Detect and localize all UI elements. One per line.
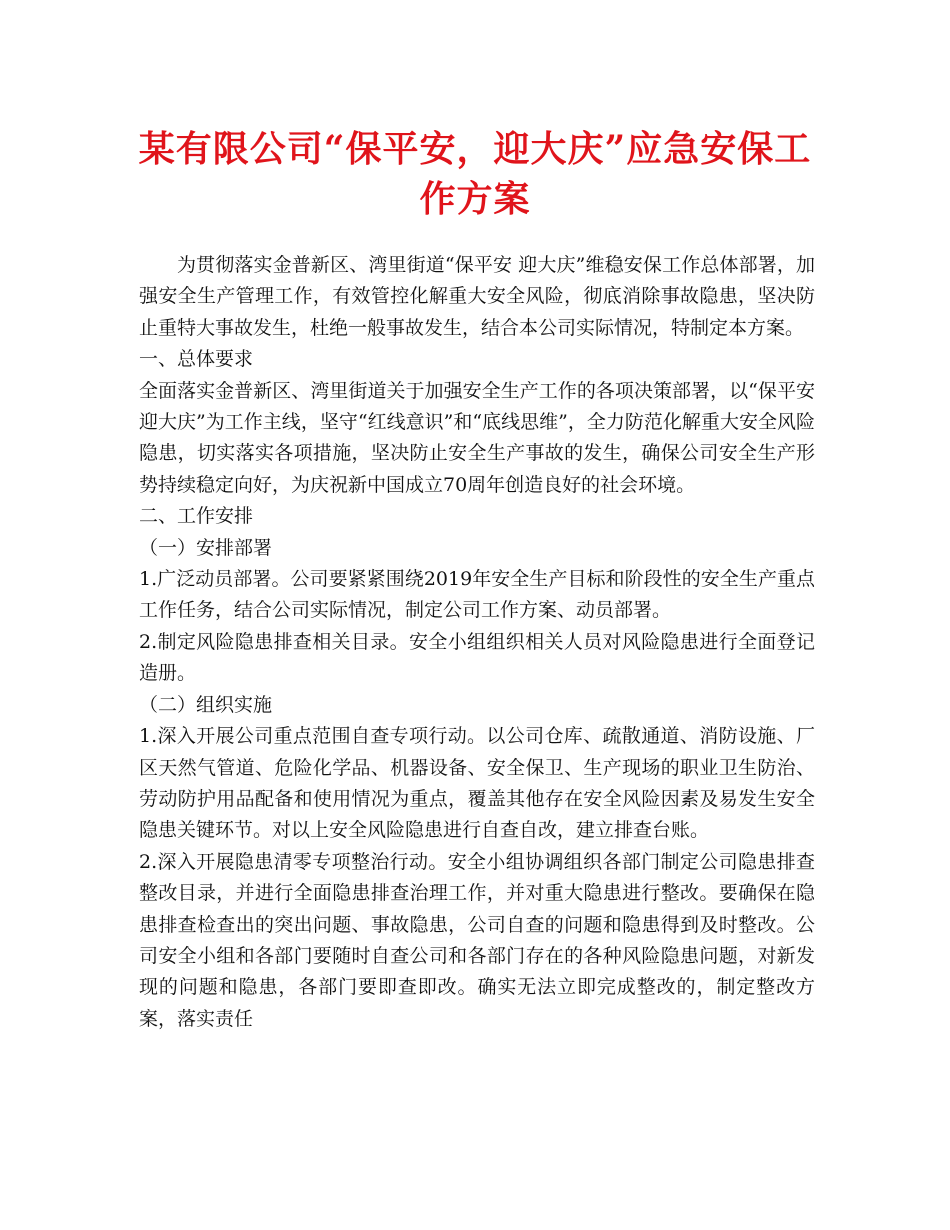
section-heading-general-requirements: 一、总体要求 [139, 348, 254, 371]
document-title: 某有限公司“保平安，迎大庆”应急安保工作方案 [138, 128, 812, 220]
implementation-item-1: 1.深入开展公司重点范围自查专项行动。以公司仓库、疏散通道、消防设施、厂区天然气管道、危险化学品、机器设备、安全保卫、生产现场的职业卫生防治、劳动防护用品配备和使用情况为重点，覆盖其他存在安全风险因素及易发生安全隐患关键环节。对以上安全风险隐患进行自查自改，建立排查台账。 [139, 725, 815, 842]
section-heading-work-arrangement: 二、工作安排 [139, 505, 254, 528]
intro-paragraph: 为贯彻落实金普新区、湾里街道“保平安 迎大庆”维稳安保工作总体部署，加强安全生产管理工作，有效管控化解重大安全风险，彻底消除事故隐患，坚决防止重特大事故发生，杜绝一般事故发生，结合本公司实际情况，特制定本方案。 [139, 254, 815, 339]
subsection-heading-deployment: （一）安排部署 [139, 536, 273, 559]
deployment-item-2: 2.制定风险隐患排查相关目录。安全小组组织相关人员对风险隐患进行全面登记造册。 [139, 630, 815, 685]
deployment-item-1: 1.广泛动员部署。公司要紧紧围绕2019年安全生产目标和阶段性的安全生产重点工作任务，结合公司实际情况，制定公司工作方案、动员部署。 [139, 568, 815, 622]
subsection-heading-implementation: （二）组织实施 [139, 693, 273, 716]
implementation-item-2: 2.深入开展隐患清零专项整治行动。安全小组协调组织各部门制定公司隐患排查整改目录，并进行全面隐患排查治理工作，并对重大隐患进行整改。要确保在隐患排查检查出的突出问题、事故隐患，公司自查的问题和隐患得到及时整改。公司安全小组和各部门要随时自查公司和各部门存在的各种风险隐患问题，对新发现的问题和隐患，各部门要即查即改。确实无法立即完成整改的，制定整改方案，落实责任 [139, 850, 815, 1030]
document-body [139, 250, 815, 1035]
general-requirements-paragraph: 全面落实金普新区、湾里街道关于加强安全生产工作的各项决策部署，以“保平安迎大庆”为工作主线，坚守“红线意识”和“底线思维”，全力防范化解重大安全风险隐患，切实落实各项措施，坚决防止安全生产事故的发生，确保公司安全生产形势持续稳定向好，为庆祝新中国成立70周年创造良好的社会环境。 [139, 379, 815, 496]
